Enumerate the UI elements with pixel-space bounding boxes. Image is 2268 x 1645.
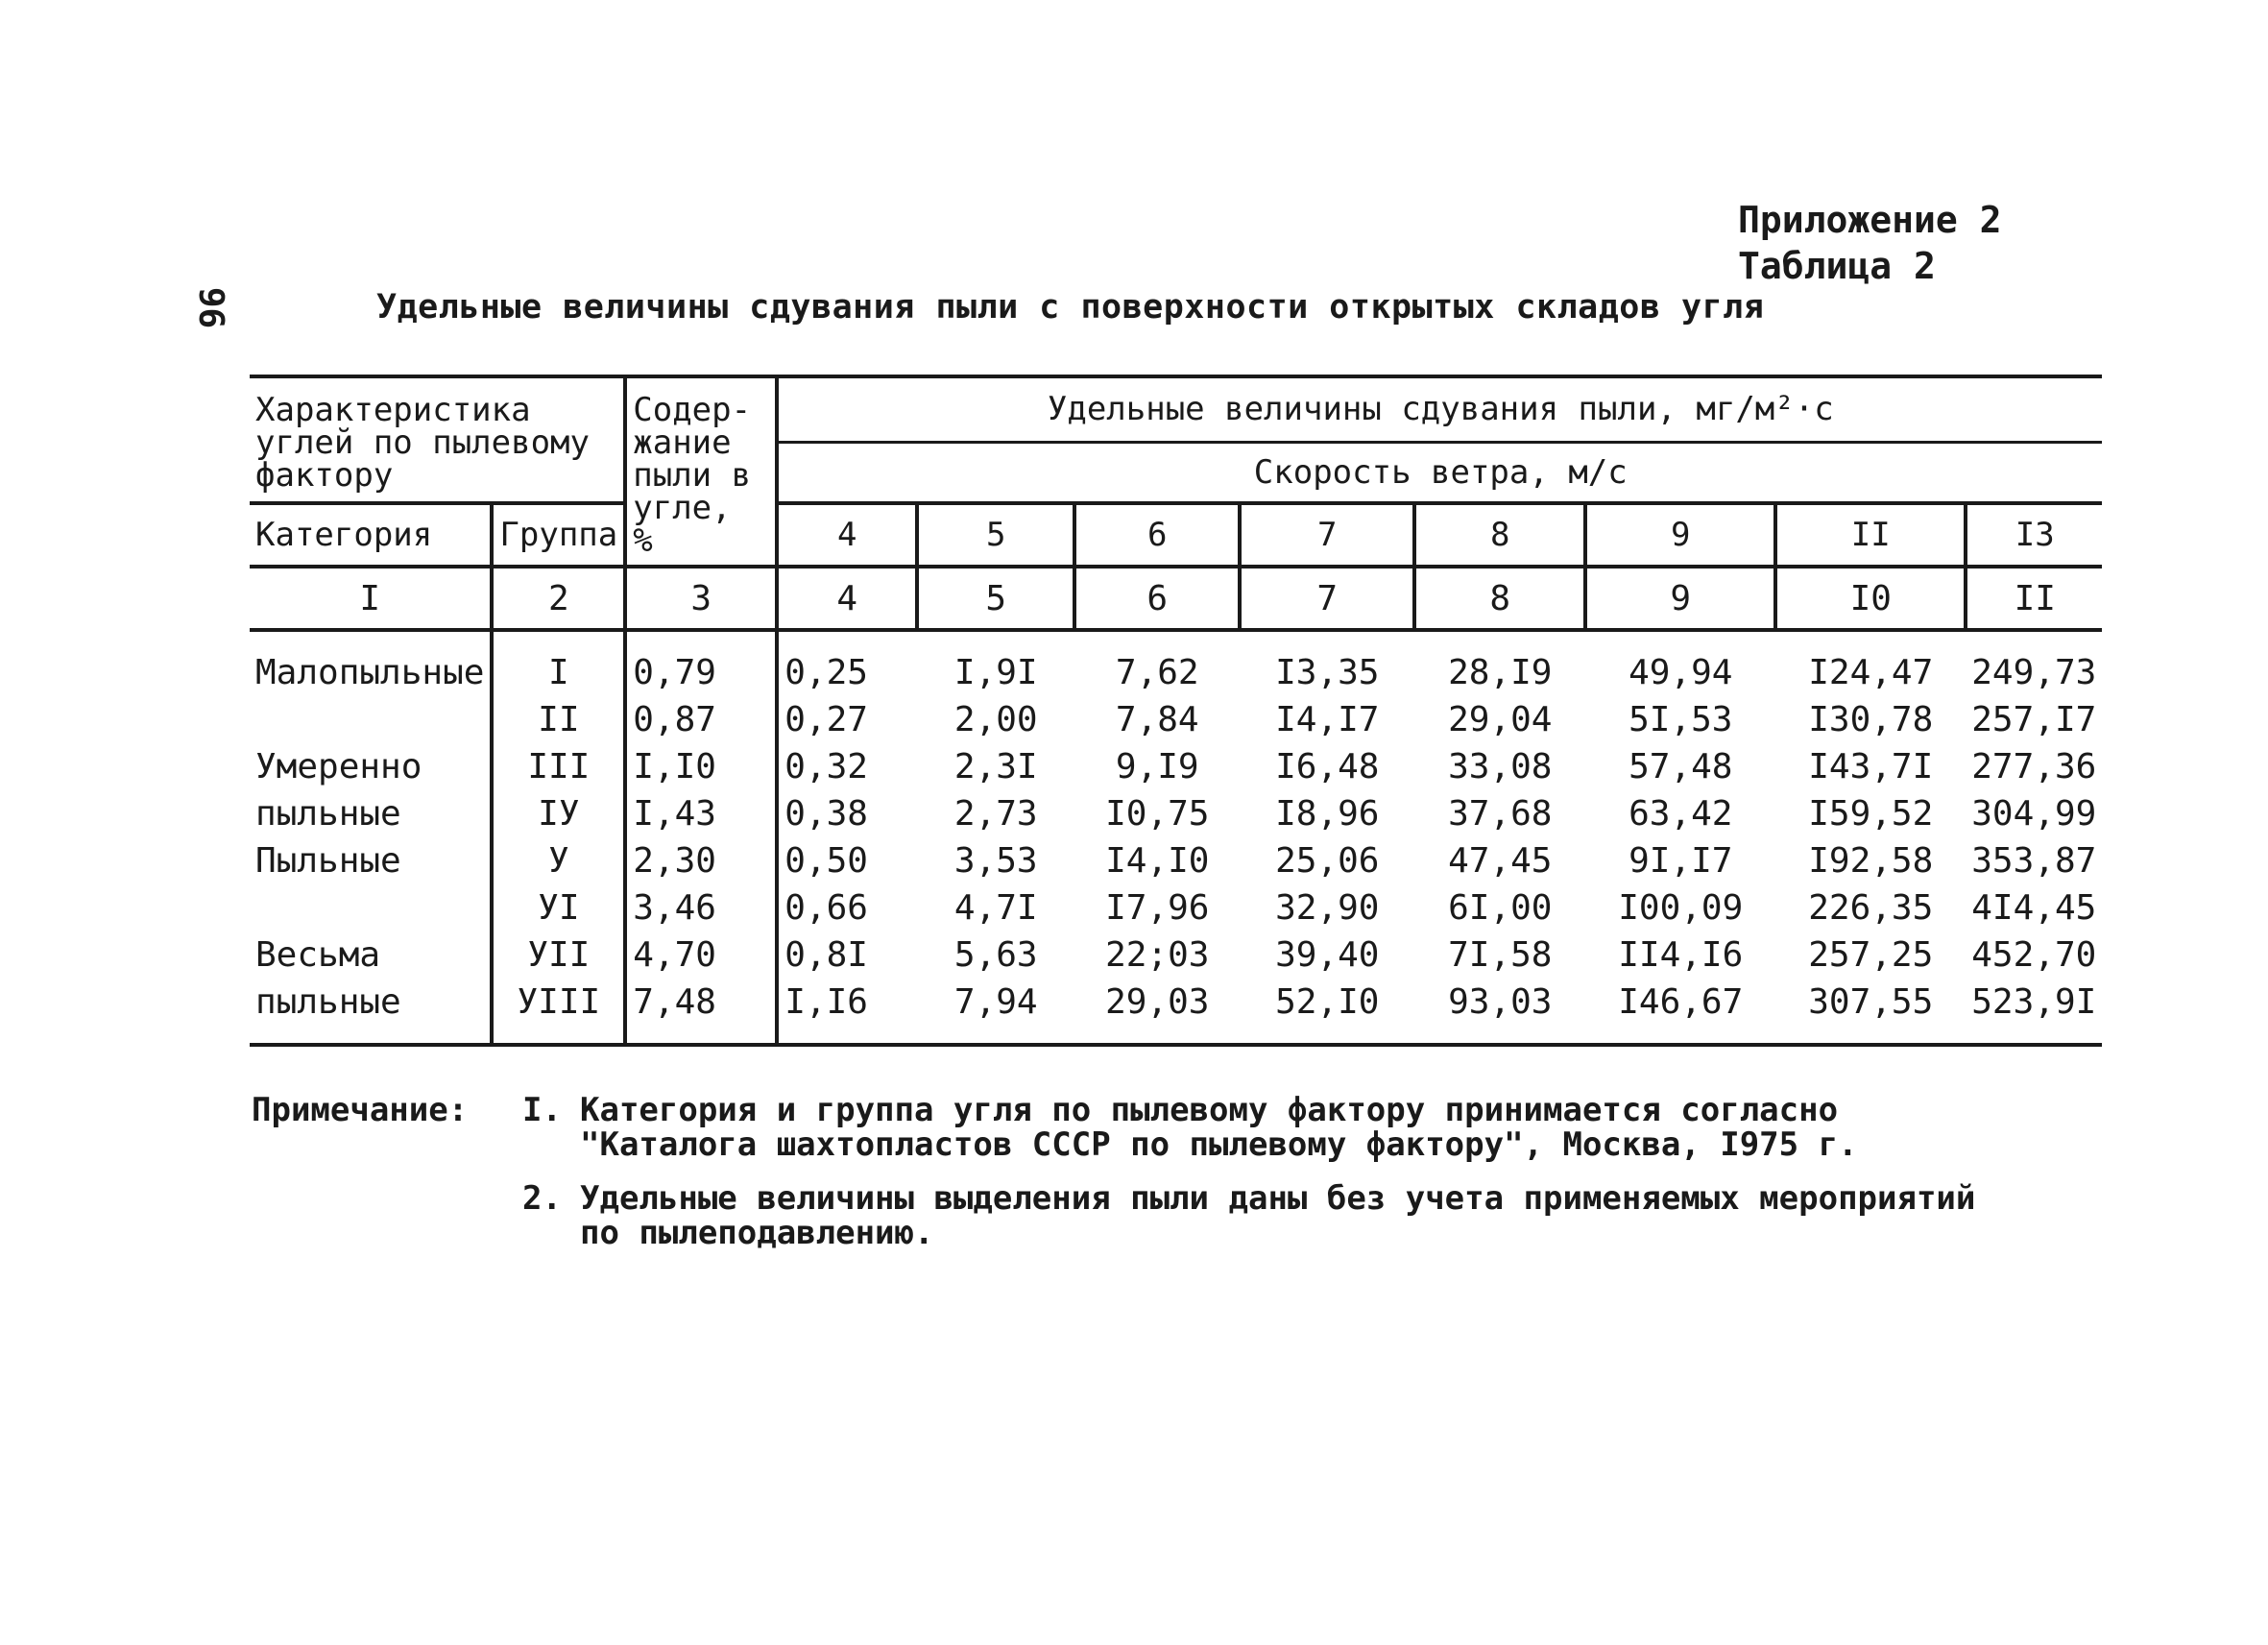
header-wind-speed: Скорость ветра, м/с [777,442,2102,503]
row-value: 57,48 [1629,747,1733,786]
header-characteristic: Характеристика углей по пылевому фактору [250,376,625,503]
row-value: 47,45 [1448,841,1553,881]
row-value: 7I,58 [1448,935,1553,975]
row-value: 4I4,45 [1971,888,2097,928]
row-dust-content: 4,70 [625,931,777,979]
note-number: 2. [522,1179,562,1218]
row-value: 33,08 [1448,747,1553,786]
row-value: I,I6 [777,979,917,1045]
header-speed: 5 [917,503,1074,567]
row-dust-content: 0,87 [625,696,777,743]
row-category: пыльные [255,794,401,834]
row-value: 5,63 [953,935,1038,975]
row-value: 0,38 [777,790,917,837]
row-value: 523,9I [1966,979,2102,1045]
header-speed: 4 [777,503,917,567]
column-number: 5 [917,567,1074,630]
row-dust-content: I,I0 [625,743,777,790]
row-value: 63,42 [1629,794,1733,834]
row-group: У [492,837,625,884]
row-value: 2,73 [953,794,1038,834]
header-speed: 7 [1240,503,1414,567]
row-group: УIII [492,979,625,1045]
page-number: 96 [191,286,231,329]
row-category: Умеренно [255,747,422,786]
row-group: IУ [492,790,625,837]
row-value: 29,04 [1448,700,1553,739]
note-1 [252,1093,1980,1162]
column-number: I0 [1775,567,1966,630]
table-row [250,884,2102,931]
row-dust-content: 0,79 [625,630,777,696]
row-value: 0,66 [777,884,917,931]
column-number: 9 [1585,567,1775,630]
header-speed: 6 [1074,503,1240,567]
row-group: III [492,743,625,790]
table-row [250,837,2102,884]
column-number: 2 [492,567,625,630]
row-value: 4,7I [953,888,1038,928]
header-speed: I3 [1966,503,2102,567]
row-value: I3,35 [1275,653,1380,692]
row-category: Пыльные [255,841,401,881]
row-value: I4,I7 [1275,700,1380,739]
row-value: 37,68 [1448,794,1553,834]
table-row [250,790,2102,837]
note-text: Категория и группа угля по пылевому фактору принимается согласно "Каталога шахтопластов СССР по пылевому фактору", Москва, I975 г. [580,1091,1858,1164]
header-category: Категория [250,503,492,567]
row-dust-content: 2,30 [625,837,777,884]
row-value: I92,58 [1808,841,1934,881]
row-value: 32,90 [1275,888,1380,928]
row-value: I0,75 [1105,794,1210,834]
row-value: 52,I0 [1240,979,1414,1045]
table-row [250,743,2102,790]
table-row [250,979,2102,1045]
row-value: 5I,53 [1629,700,1733,739]
row-value: 2,00 [953,700,1038,739]
row-group: I [492,630,625,696]
row-category [250,696,492,743]
row-group: УI [492,884,625,931]
row-value: 257,25 [1808,935,1934,975]
row-value: 7,62 [1115,653,1199,692]
row-value: I00,09 [1618,888,1744,928]
column-number: 8 [1414,567,1585,630]
row-value: 39,40 [1275,935,1380,975]
notes-label: Примечание: [252,1091,469,1129]
row-group: II [492,696,625,743]
note-text: Удельные величины выделения пыли даны без учета применяемых мероприятий по пылеподавлению. [580,1179,1976,1252]
column-number: 7 [1240,567,1414,630]
row-value: 277,36 [1971,747,2097,786]
row-value: 6I,00 [1448,888,1553,928]
row-dust-content: 3,46 [625,884,777,931]
header-group: Группа [492,503,625,567]
row-value: 49,94 [1629,653,1733,692]
row-value: I6,48 [1275,747,1380,786]
row-value: 93,03 [1414,979,1585,1045]
header-speed: II [1775,503,1966,567]
row-value: 9I,I7 [1629,841,1733,881]
row-value: 28,I9 [1448,653,1553,692]
row-value: 353,87 [1971,841,2097,881]
header-speed: 8 [1414,503,1585,567]
appendix-label [1738,197,2002,289]
row-value: II4,I6 [1618,935,1744,975]
table-title: Удельные величины сдувания пыли с поверхности открытых складов угля [376,288,1765,327]
row-category: Весьма [255,935,381,975]
row-value: 307,55 [1775,979,1966,1045]
table-number: Таблица 2 [1738,245,1936,287]
row-value: I4,I0 [1105,841,1210,881]
row-value: I24,47 [1808,653,1934,692]
row-value: I30,78 [1808,700,1934,739]
notes [252,1093,1980,1270]
row-value: 7,84 [1115,700,1199,739]
header-speed: 9 [1585,503,1775,567]
appendix-line: Приложение 2 [1738,199,2002,241]
note-2 [252,1181,1980,1250]
row-value: I59,52 [1808,794,1934,834]
note-number: I. [522,1091,562,1129]
row-value: 304,99 [1971,794,2097,834]
header-dust-content: Содер- жание пыли в угле, % [625,376,777,567]
row-value: 257,I7 [1971,700,2097,739]
row-value: I8,96 [1275,794,1380,834]
row-value: 226,35 [1808,888,1934,928]
row-value: 0,27 [777,696,917,743]
row-value: 3,53 [953,841,1038,881]
column-number: II [1966,567,2102,630]
row-value: 2,3I [953,747,1038,786]
column-number: 3 [625,567,777,630]
row-value: 0,50 [777,837,917,884]
row-value: 249,73 [1971,653,2097,692]
column-number: 6 [1074,567,1240,630]
dust-table [250,375,2102,1047]
row-value: I46,67 [1585,979,1775,1045]
row-value: 0,8I [777,931,917,979]
row-value: I,9I [953,653,1038,692]
column-number: 4 [777,567,917,630]
row-value: 452,70 [1971,935,2097,975]
row-dust-content: 7,48 [625,979,777,1045]
row-category: пыльные [250,979,492,1045]
row-value: 0,25 [777,630,917,696]
row-value: 22;03 [1105,935,1210,975]
notes-label-spacer [252,1181,522,1250]
table-row [250,931,2102,979]
row-category [250,884,492,931]
row-group: УII [492,931,625,979]
row-value: 7,94 [917,979,1074,1045]
header-specific-values: Удельные величины сдувания пыли, мг/м²·с [777,376,2102,442]
column-number: I [250,567,492,630]
table-row [250,696,2102,743]
row-value: I43,7I [1808,747,1934,786]
row-value: 9,I9 [1115,747,1199,786]
row-value: I7,96 [1105,888,1210,928]
row-dust-content: I,43 [625,790,777,837]
row-value: 29,03 [1074,979,1240,1045]
row-category: Малопыльные [255,653,485,692]
table-row [250,630,2102,696]
row-value: 25,06 [1275,841,1380,881]
row-value: 0,32 [777,743,917,790]
